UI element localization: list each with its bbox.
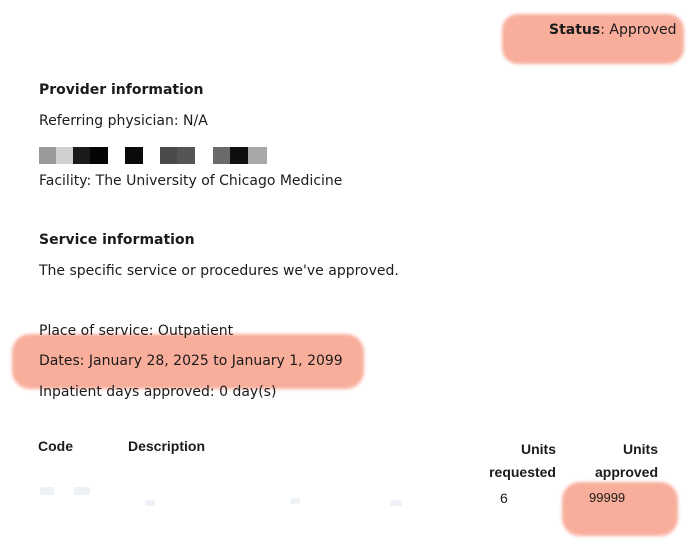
faint-mark — [74, 487, 90, 495]
faint-mark — [390, 500, 402, 506]
service-description: The specific service or procedures we've approved. — [39, 263, 399, 279]
place-of-service: Place of service: Outpatient — [39, 323, 234, 339]
facility: Facility: The University of Chicago Medicine — [39, 173, 343, 189]
faint-mark — [290, 498, 300, 504]
column-header-code: Code — [38, 438, 73, 454]
units-approved-cell: 99999 — [589, 490, 626, 505]
status-value: : Approved — [600, 22, 677, 38]
faint-mark — [145, 500, 155, 506]
status-label: Status — [549, 22, 601, 38]
service-dates: Dates: January 28, 2025 to January 1, 2099 — [39, 353, 343, 369]
column-header-description: Description — [128, 438, 206, 454]
service-heading: Service information — [39, 232, 195, 248]
column-header-units-approved: Units approved — [594, 441, 658, 480]
faint-mark — [40, 487, 54, 495]
status-line — [549, 22, 677, 38]
units-requested-cell: 6 — [500, 490, 508, 506]
provider-heading: Provider information — [39, 82, 204, 98]
column-header-units-requested: Units requested — [489, 441, 556, 480]
redacted-provider-name — [39, 147, 269, 164]
inpatient-days: Inpatient days approved: 0 day(s) — [39, 384, 277, 400]
referring-physician: Referring physician: N/A — [39, 113, 208, 129]
